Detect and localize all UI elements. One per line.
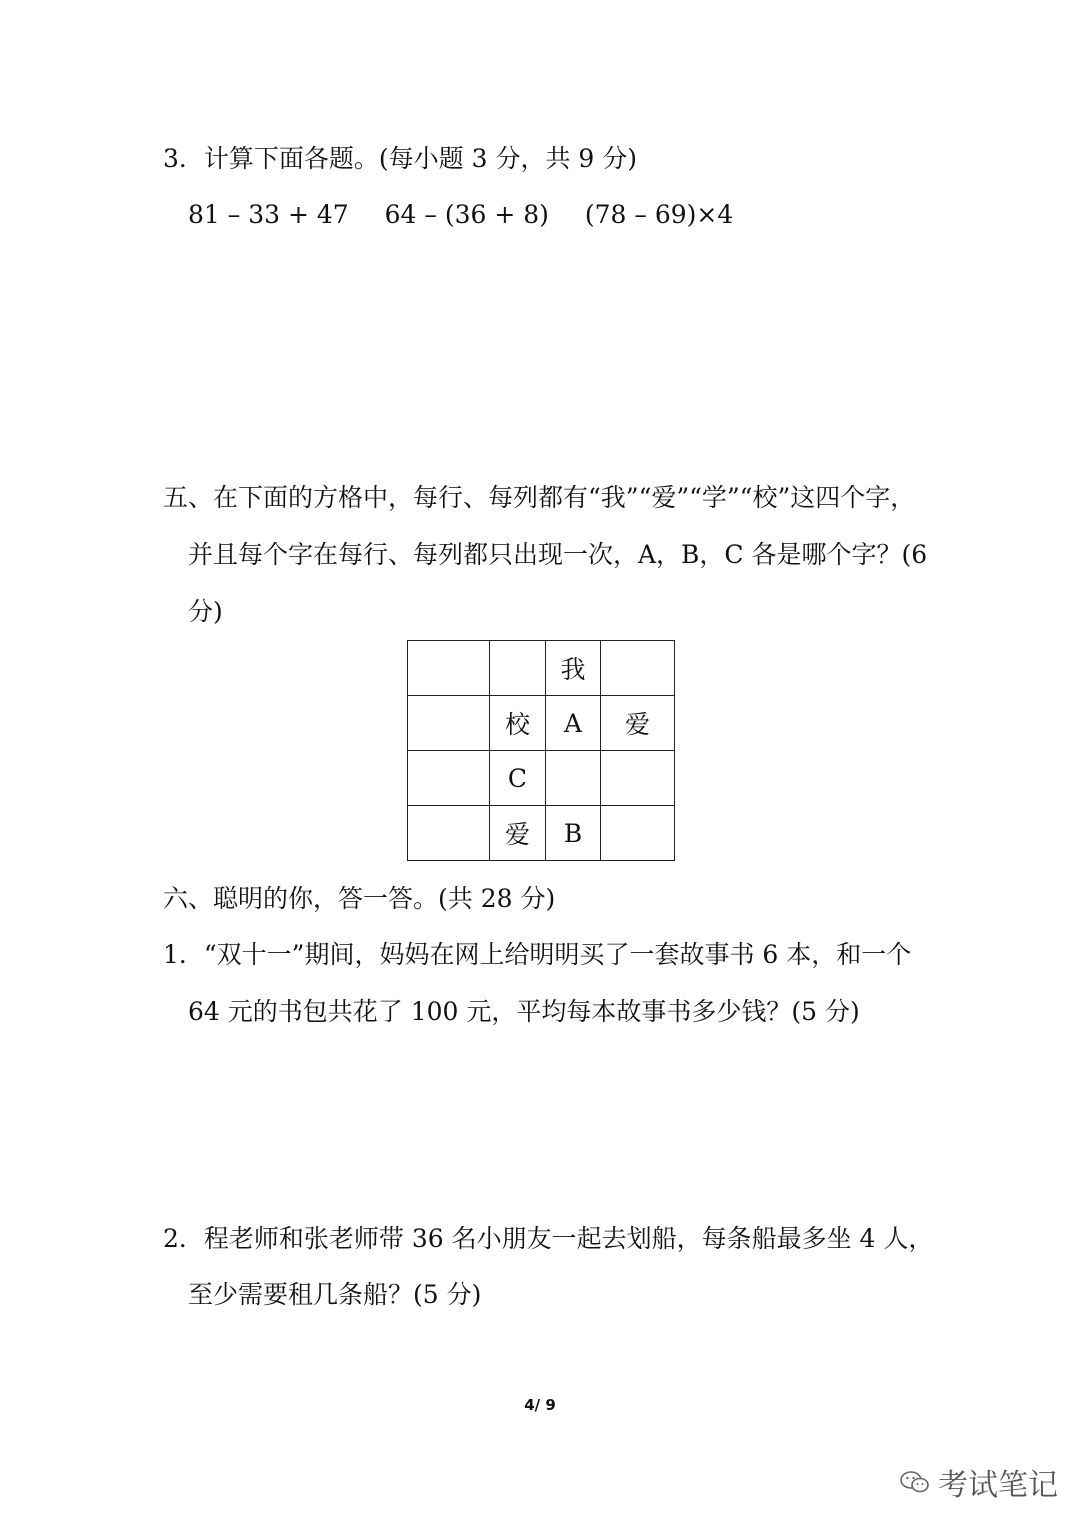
grid-cell	[408, 696, 490, 751]
watermark	[900, 1460, 1058, 1504]
grid-cell	[601, 806, 675, 861]
character-grid	[407, 640, 675, 861]
grid-cell	[408, 641, 490, 696]
grid-cell: 我	[546, 641, 601, 696]
q6-title: 六、聪明的你，答一答。(共 28 分)	[163, 884, 556, 913]
q6-problem-2-line-1: 2．程老师和张老师带 36 名小朋友一起去划船，每条船最多坐 4 人，	[163, 1224, 934, 1253]
grid-cell	[490, 641, 546, 696]
page-number: 4/ 9	[524, 1396, 556, 1414]
expression-1: 81 – 33 + 47	[188, 200, 349, 229]
grid-cell: B	[546, 806, 601, 861]
q3-expressions	[188, 200, 761, 230]
grid-cell: 校	[490, 696, 546, 751]
grid-row	[408, 696, 675, 751]
grid-cell	[408, 806, 490, 861]
grid-row	[408, 751, 675, 806]
grid-cell: 爱	[601, 696, 675, 751]
grid-cell	[601, 641, 675, 696]
grid-cell	[601, 751, 675, 806]
watermark-text: 考试笔记	[938, 1468, 1058, 1503]
wechat-icon	[900, 1470, 930, 1494]
q5-line-2: 并且每个字在每行、每列都只出现一次，A，B，C 各是哪个字？(6	[188, 540, 928, 569]
q6-problem-2-line-2: 至少需要租几条船？(5 分)	[188, 1280, 482, 1309]
expression-3: (78 – 69)×4	[584, 200, 734, 229]
q6-problem-1-line-1: 1．“双十一”期间，妈妈在网上给明明买了一套故事书 6 本，和一个	[163, 940, 912, 969]
q5-line-3: 分)	[188, 597, 223, 626]
grid-row	[408, 641, 675, 696]
grid-row	[408, 806, 675, 861]
grid-cell: A	[546, 696, 601, 751]
grid-cell: C	[490, 751, 546, 806]
q3-title: 3．计算下面各题。(每小题 3 分，共 9 分)	[163, 144, 638, 173]
q5-line-1: 五、在下面的方格中，每行、每列都有“我”“爱”“学”“校”这四个字，	[163, 483, 916, 512]
grid-cell	[546, 751, 601, 806]
grid-cell: 爱	[490, 806, 546, 861]
q6-problem-1-line-2: 64 元的书包共花了 100 元，平均每本故事书多少钱？(5 分)	[188, 997, 860, 1026]
expression-2: 64 – (36 + 8)	[384, 200, 549, 229]
grid-cell	[408, 751, 490, 806]
